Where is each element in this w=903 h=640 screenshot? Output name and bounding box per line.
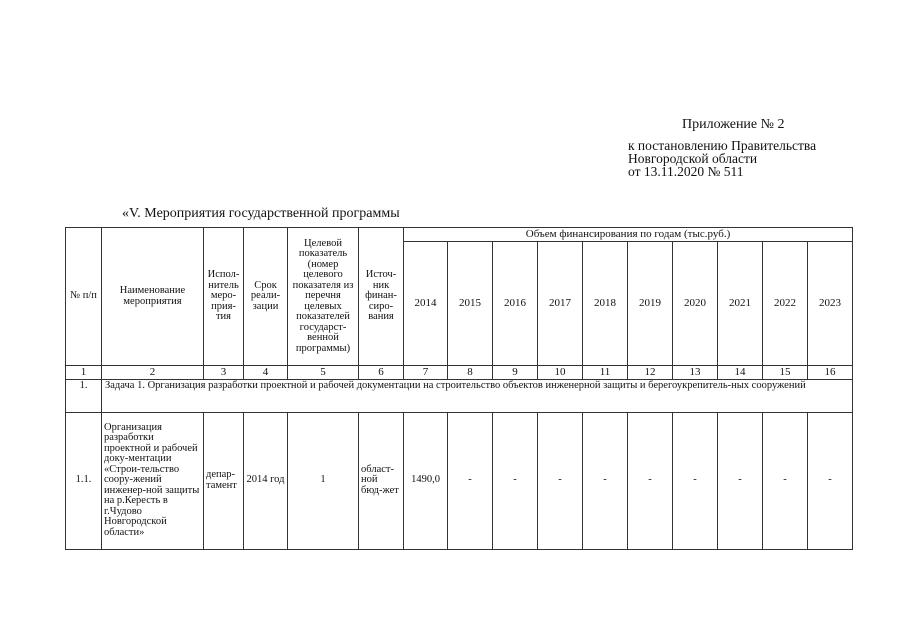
column-number: 15 [763,366,808,380]
col-header-funding: Объем финансирования по годам (тыс.руб.) [404,228,853,242]
column-number: 11 [583,366,628,380]
row-value: - [538,412,583,549]
year-header: 2020 [673,242,718,366]
table-row [66,412,853,549]
year-header: 2018 [583,242,628,366]
column-number: 5 [288,366,359,380]
appendix-line-1: к постановлению Правительства [628,138,817,153]
column-number-row [66,366,853,380]
header-row-1 [66,228,853,242]
section-title: «V. Мероприятия государственной программы [122,206,400,221]
column-number: 4 [244,366,288,380]
column-number: 3 [204,366,244,380]
appendix-line-3: от 13.11.2020 № 511 [628,164,744,179]
task-text: Задача 1. Организация разработки проектной и рабочей документации на строительство объектов инженерной защиты и берегоукрепитель-ных сооружений [102,379,853,412]
column-number: 7 [404,366,448,380]
year-header: 2021 [718,242,763,366]
row-value: - [718,412,763,549]
appendix-title: Приложение № 2 [682,117,785,132]
column-number: 16 [808,366,853,380]
appendix-block [628,118,816,178]
col-header-source: Источ-ник финан-сиро-вания [359,228,404,366]
task-row [66,379,853,412]
year-header: 2015 [448,242,493,366]
row-value: - [808,412,853,549]
row-target: 1 [288,412,359,549]
task-number: 1. [66,379,102,412]
column-number: 2 [102,366,204,380]
row-source: област-ной бюд-жет [359,412,404,549]
column-number: 10 [538,366,583,380]
row-value: - [628,412,673,549]
row-value: - [448,412,493,549]
year-header: 2017 [538,242,583,366]
row-value: 1490,0 [404,412,448,549]
col-header-executor: Испол-нитель меро-прия-тия [204,228,244,366]
row-value: - [493,412,538,549]
row-name: Организация разработки проектной и рабочей доку-ментации «Строи-тельство соору-жений инженер-ной защиты на р.Кересть в г.Чудово Новгородской области» [102,412,204,549]
col-header-term: Срок реали-зации [244,228,288,366]
year-header: 2019 [628,242,673,366]
column-number: 13 [673,366,718,380]
year-header: 2023 [808,242,853,366]
year-header: 2022 [763,242,808,366]
year-header: 2014 [404,242,448,366]
column-number: 8 [448,366,493,380]
column-number: 1 [66,366,102,380]
column-number: 9 [493,366,538,380]
row-number: 1.1. [66,412,102,549]
year-header: 2016 [493,242,538,366]
row-term: 2014 год [244,412,288,549]
column-number: 14 [718,366,763,380]
col-header-name: Наименование мероприятия [102,228,204,366]
row-value: - [673,412,718,549]
row-value: - [583,412,628,549]
row-executor: депар-тамент [204,412,244,549]
column-number: 6 [359,366,404,380]
column-number: 12 [628,366,673,380]
row-value: - [763,412,808,549]
col-header-target: Целевой показатель (номер целевого показателя из перечня целевых показателей государст-венной программы) [288,228,359,366]
appendix-line-2: Новгородской области [628,151,758,166]
col-header-no: № п/п [66,228,102,366]
measures-table [65,227,853,550]
